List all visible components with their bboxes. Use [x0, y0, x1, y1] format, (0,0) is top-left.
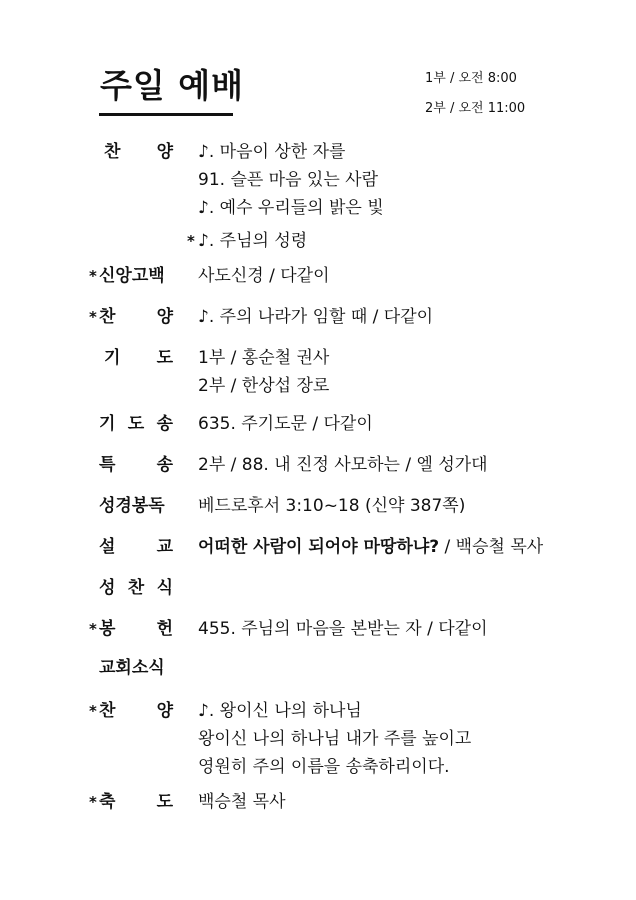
- stand-marker: *: [89, 620, 97, 638]
- item-label: 찬 양: [99, 307, 173, 327]
- item-label: 기 도 송: [99, 414, 173, 434]
- item-content: 사도신경 / 다같이: [198, 266, 330, 286]
- sermon-title: 어떠한 사람이 되어야 마땅하냐?: [198, 537, 440, 557]
- item-label: 찬 양: [99, 701, 173, 721]
- item-content: 백승철 목사: [198, 792, 286, 812]
- item-label: 성 찬 식: [99, 578, 173, 598]
- item-content: 2부 / 88. 내 진정 사모하는 / 엘 성가대: [198, 455, 488, 475]
- sermon-preacher: / 백승철 목사: [439, 537, 544, 557]
- item-label: 기 도: [104, 348, 173, 368]
- stand-marker: *: [89, 267, 97, 285]
- item-label: 찬 양: [104, 142, 173, 162]
- item-content: [198, 533, 628, 561]
- item-content: ♪. 왕이신 나의 하나님 왕이신 나의 하나님 내가 주를 높이고 영원히 주의 이름을 송축하리이다.: [198, 701, 472, 777]
- stand-marker: *: [187, 232, 195, 250]
- hymn-line: ♪. 예수 우리들의 밝은 빛: [198, 198, 384, 218]
- item-label: 신앙고백: [99, 266, 165, 286]
- hymn-line: ♪. 마음이 상한 자를: [198, 142, 346, 162]
- item-label: 설 교: [99, 537, 173, 557]
- item-content: 베드로후서 3:10~18 (신약 387쪽): [198, 496, 466, 516]
- item-content: 1부 / 홍순철 권사 2부 / 한상섭 장로: [198, 348, 330, 396]
- service-time-1: 1부 / 오전 8:00: [425, 71, 517, 86]
- item-label: 봉 헌: [99, 619, 173, 639]
- hymn-line: 91. 슬픈 마음 있는 사람: [198, 170, 379, 190]
- hymn-line: ♪. 주님의 성령: [198, 231, 308, 251]
- item-content: 455. 주님의 마음을 본받는 자 / 다같이: [198, 619, 488, 639]
- page-title: 주일 예배: [100, 66, 245, 105]
- stand-marker: *: [89, 793, 97, 811]
- item-label: 성경봉독: [99, 496, 165, 516]
- title-underline: [99, 113, 233, 116]
- service-times: [425, 64, 525, 124]
- service-time-2: 2부 / 오전 11:00: [425, 101, 526, 116]
- item-label: 축 도: [99, 792, 173, 812]
- item-label: 교회소식: [99, 658, 165, 678]
- item-content: [198, 138, 628, 255]
- item-content: ♪. 주의 나라가 임할 때 / 다같이: [198, 307, 434, 327]
- stand-marker: *: [89, 702, 97, 720]
- item-label: 특 송: [99, 455, 173, 475]
- item-content: 635. 주기도문 / 다같이: [198, 414, 373, 434]
- stand-marker: *: [89, 308, 97, 326]
